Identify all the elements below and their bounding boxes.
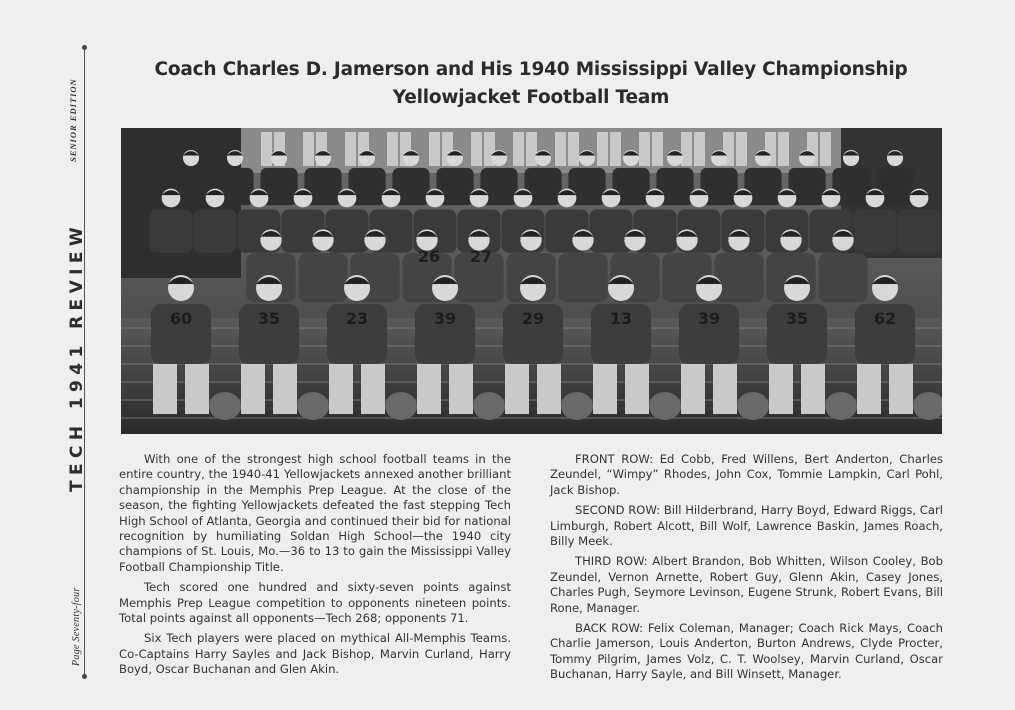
roster-second-row: SECOND ROW: Bill Hilderbrand, Harry Boyd, Edward Riggs, Carl Limburgh, Robert Alcott, Bill Wolf, Lawrence Baskin, James Roach, Billy Meek. xyxy=(550,503,943,549)
team-photo xyxy=(121,128,942,434)
sidebar-ornament-top xyxy=(82,45,87,50)
helmet-icon xyxy=(737,392,769,420)
helmet-icon xyxy=(825,392,857,420)
page-title xyxy=(120,56,942,112)
helmet-icon xyxy=(561,392,593,420)
jersey-number: 60 xyxy=(169,309,193,328)
team-photo-image xyxy=(121,128,942,434)
title-line-2: Yellowjacket Football Team xyxy=(392,87,670,108)
roster-front-row: FRONT ROW: Ed Cobb, Fred Willens, Bert Anderton, Charles Zeundel, “Wimpy” Rhodes, John Cox, Tommie Lampkin, Carl Pohl, Jack Bishop. xyxy=(550,452,943,497)
sidebar-ornament-bottom xyxy=(82,674,87,679)
title-line-1: Coach Charles D. Jamerson and His 1940 Mississippi Valley Championship xyxy=(154,59,908,80)
helmet-icon xyxy=(297,392,329,420)
story-paragraph: With one of the strongest high school football teams in the entire country, the 1940-41 Yellowjackets annexed another brilliant championship in the Memphis Prep League. At the close of the season, the fighting Yellowjackets defeated the fast stepping Tech High School of Atlanta, Georgia and continued their bid for national recognition by humiliating Soldan High School—the 1940 city champions of St. Louis, Mo.—36 to 13 to gain the Mississippi Valley Football Championship Title. xyxy=(119,452,511,574)
jersey-number: 35 xyxy=(785,309,809,328)
jersey-number: 23 xyxy=(345,309,369,328)
edition-label: SENIOR EDITION xyxy=(68,78,78,162)
jersey-number: 26 xyxy=(417,247,441,266)
roster-third-row: THIRD ROW: Albert Brandon, Bob Whitten, Wilson Cooley, Bob Zeundel, Vernon Arnette, Robert Guy, Glenn Akin, Casey Jones, Charles Pugh, Seymore Levinson, Eugene Strunk, Robert Evans, Bill Rone, Manager. xyxy=(550,554,943,615)
helmet-icon xyxy=(649,392,681,420)
jersey-number: 13 xyxy=(609,309,633,328)
story-paragraph: Tech scored one hundred and sixty-seven points against Memphis Prep League competition to opponents nineteen points. Total points against all opponents—Tech 268; opponents 71. xyxy=(119,580,511,626)
jersey-number: 62 xyxy=(873,309,897,328)
jersey-number: 35 xyxy=(257,309,281,328)
helmet-icon xyxy=(209,392,241,420)
roster-column xyxy=(550,452,943,688)
roster-back-row: BACK ROW: Felix Coleman, Manager; Coach Rick Mays, Coach Charlie Jamerson, Louis Anderton, Burton Andrews, Clyde Procter, Tommy Pilgrim, James Volz, C. T. Woolsey, Marvin Curland, Oscar Buchanan, Harry Sayle, and Bill Winsett, Manager. xyxy=(550,621,943,682)
jersey-number: 29 xyxy=(521,309,545,328)
publication-name: TECH 1941 REVIEW xyxy=(67,221,87,492)
page-number: Page Seventy-four xyxy=(71,587,82,666)
jersey-number: 39 xyxy=(433,309,457,328)
helmet-icon xyxy=(473,392,505,420)
jersey-number: 39 xyxy=(697,309,721,328)
helmet-icon xyxy=(385,392,417,420)
story-column xyxy=(119,452,511,683)
jersey-number: 27 xyxy=(469,247,493,266)
story-paragraph: Six Tech players were placed on mythical All-Memphis Teams. Co-Captains Harry Sayles and Jack Bishop, Marvin Curland, Harry Boyd, Oscar Buchanan and Glen Akin. xyxy=(119,631,511,677)
